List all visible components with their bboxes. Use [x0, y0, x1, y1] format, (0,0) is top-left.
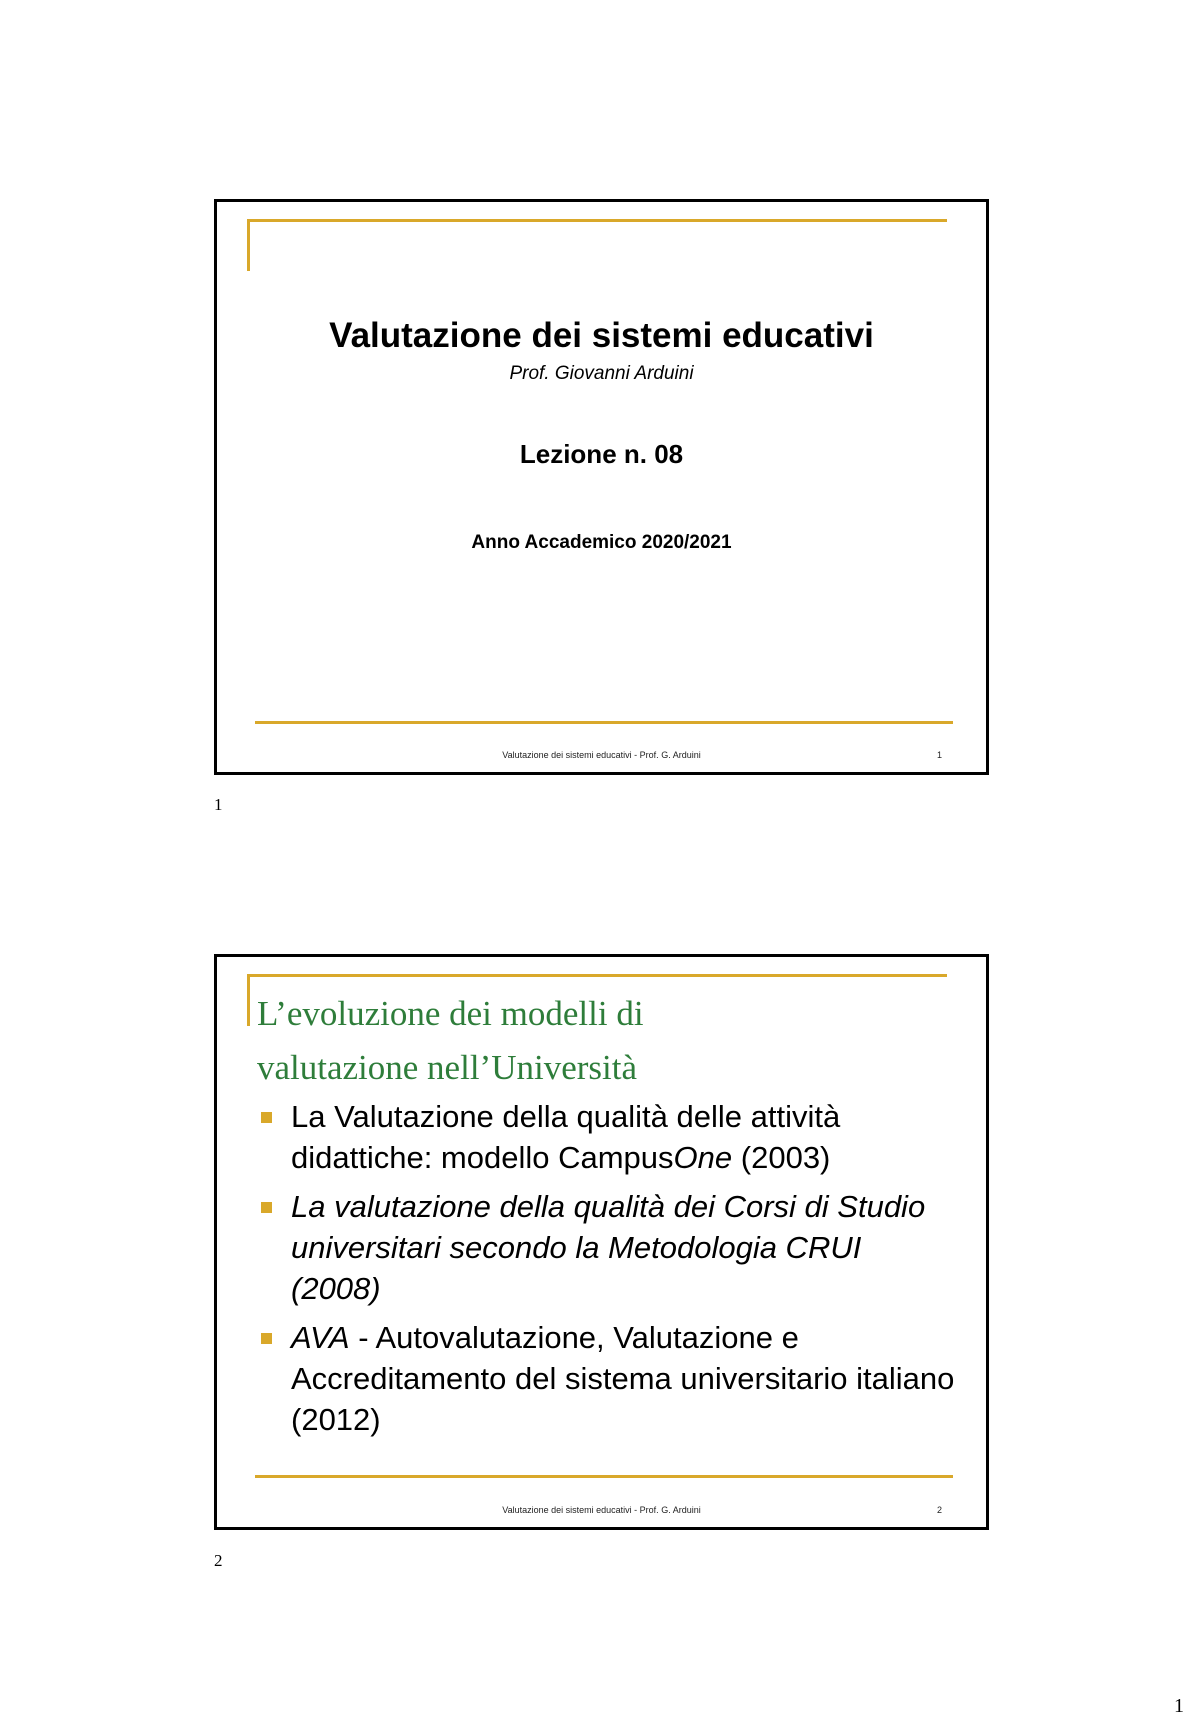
page-number: 1 [1174, 1695, 1184, 1717]
slide-label: 2 [214, 1551, 223, 1570]
lesson-number: Lezione n. 08 [519, 439, 684, 469]
bullet-italic-text: One [673, 1140, 733, 1175]
bullet-text: - Autovalutazione, Valutazione e Accreditamento del sistema universitario italiano (2012) [291, 1320, 955, 1437]
title-line-1: L’evoluzione dei modelli di [257, 994, 644, 1033]
bullet-text: (2003) [732, 1140, 831, 1175]
accent-line-top [247, 219, 947, 222]
square-bullet-icon [261, 1333, 272, 1344]
slide-1 [214, 199, 989, 775]
slide-number: 2 [936, 1505, 942, 1515]
slide-label: 1 [214, 795, 223, 814]
bullet-item [259, 1186, 959, 1309]
bullet-item [259, 1096, 959, 1178]
academic-year: Anno Accademico 2020/2021 [471, 532, 732, 553]
accent-line-left [247, 219, 250, 271]
bullet-list [259, 1096, 959, 1448]
slide-author: Prof. Giovanni Arduini [509, 363, 694, 384]
square-bullet-icon [261, 1112, 272, 1123]
bullet-italic-text: La valutazione della qualità dei Corsi di Studio universitari secondo la Metodologia CRUI (2008) [291, 1189, 926, 1306]
slide-title [257, 987, 957, 1095]
slide-footer: Valutazione dei sistemi educativi - Prof. G. Arduini [502, 1505, 701, 1515]
slide-number: 1 [936, 750, 942, 760]
accent-line-bottom [255, 1475, 953, 1478]
slide-footer: Valutazione dei sistemi educativi - Prof. G. Arduini [502, 750, 701, 760]
accent-line-left [247, 974, 250, 1026]
bullet-text: La Valutazione della qualità delle attività didattiche: modello Campus [291, 1099, 841, 1175]
slide-2 [214, 954, 989, 1530]
accent-line-top [247, 974, 947, 977]
title-line-2: valutazione nell’Università [257, 1048, 637, 1087]
slide-title: Valutazione dei sistemi educativi [329, 316, 874, 355]
square-bullet-icon [261, 1202, 272, 1213]
accent-line-bottom [255, 721, 953, 724]
bullet-italic-text: AVA [291, 1320, 350, 1355]
bullet-item [259, 1317, 959, 1440]
